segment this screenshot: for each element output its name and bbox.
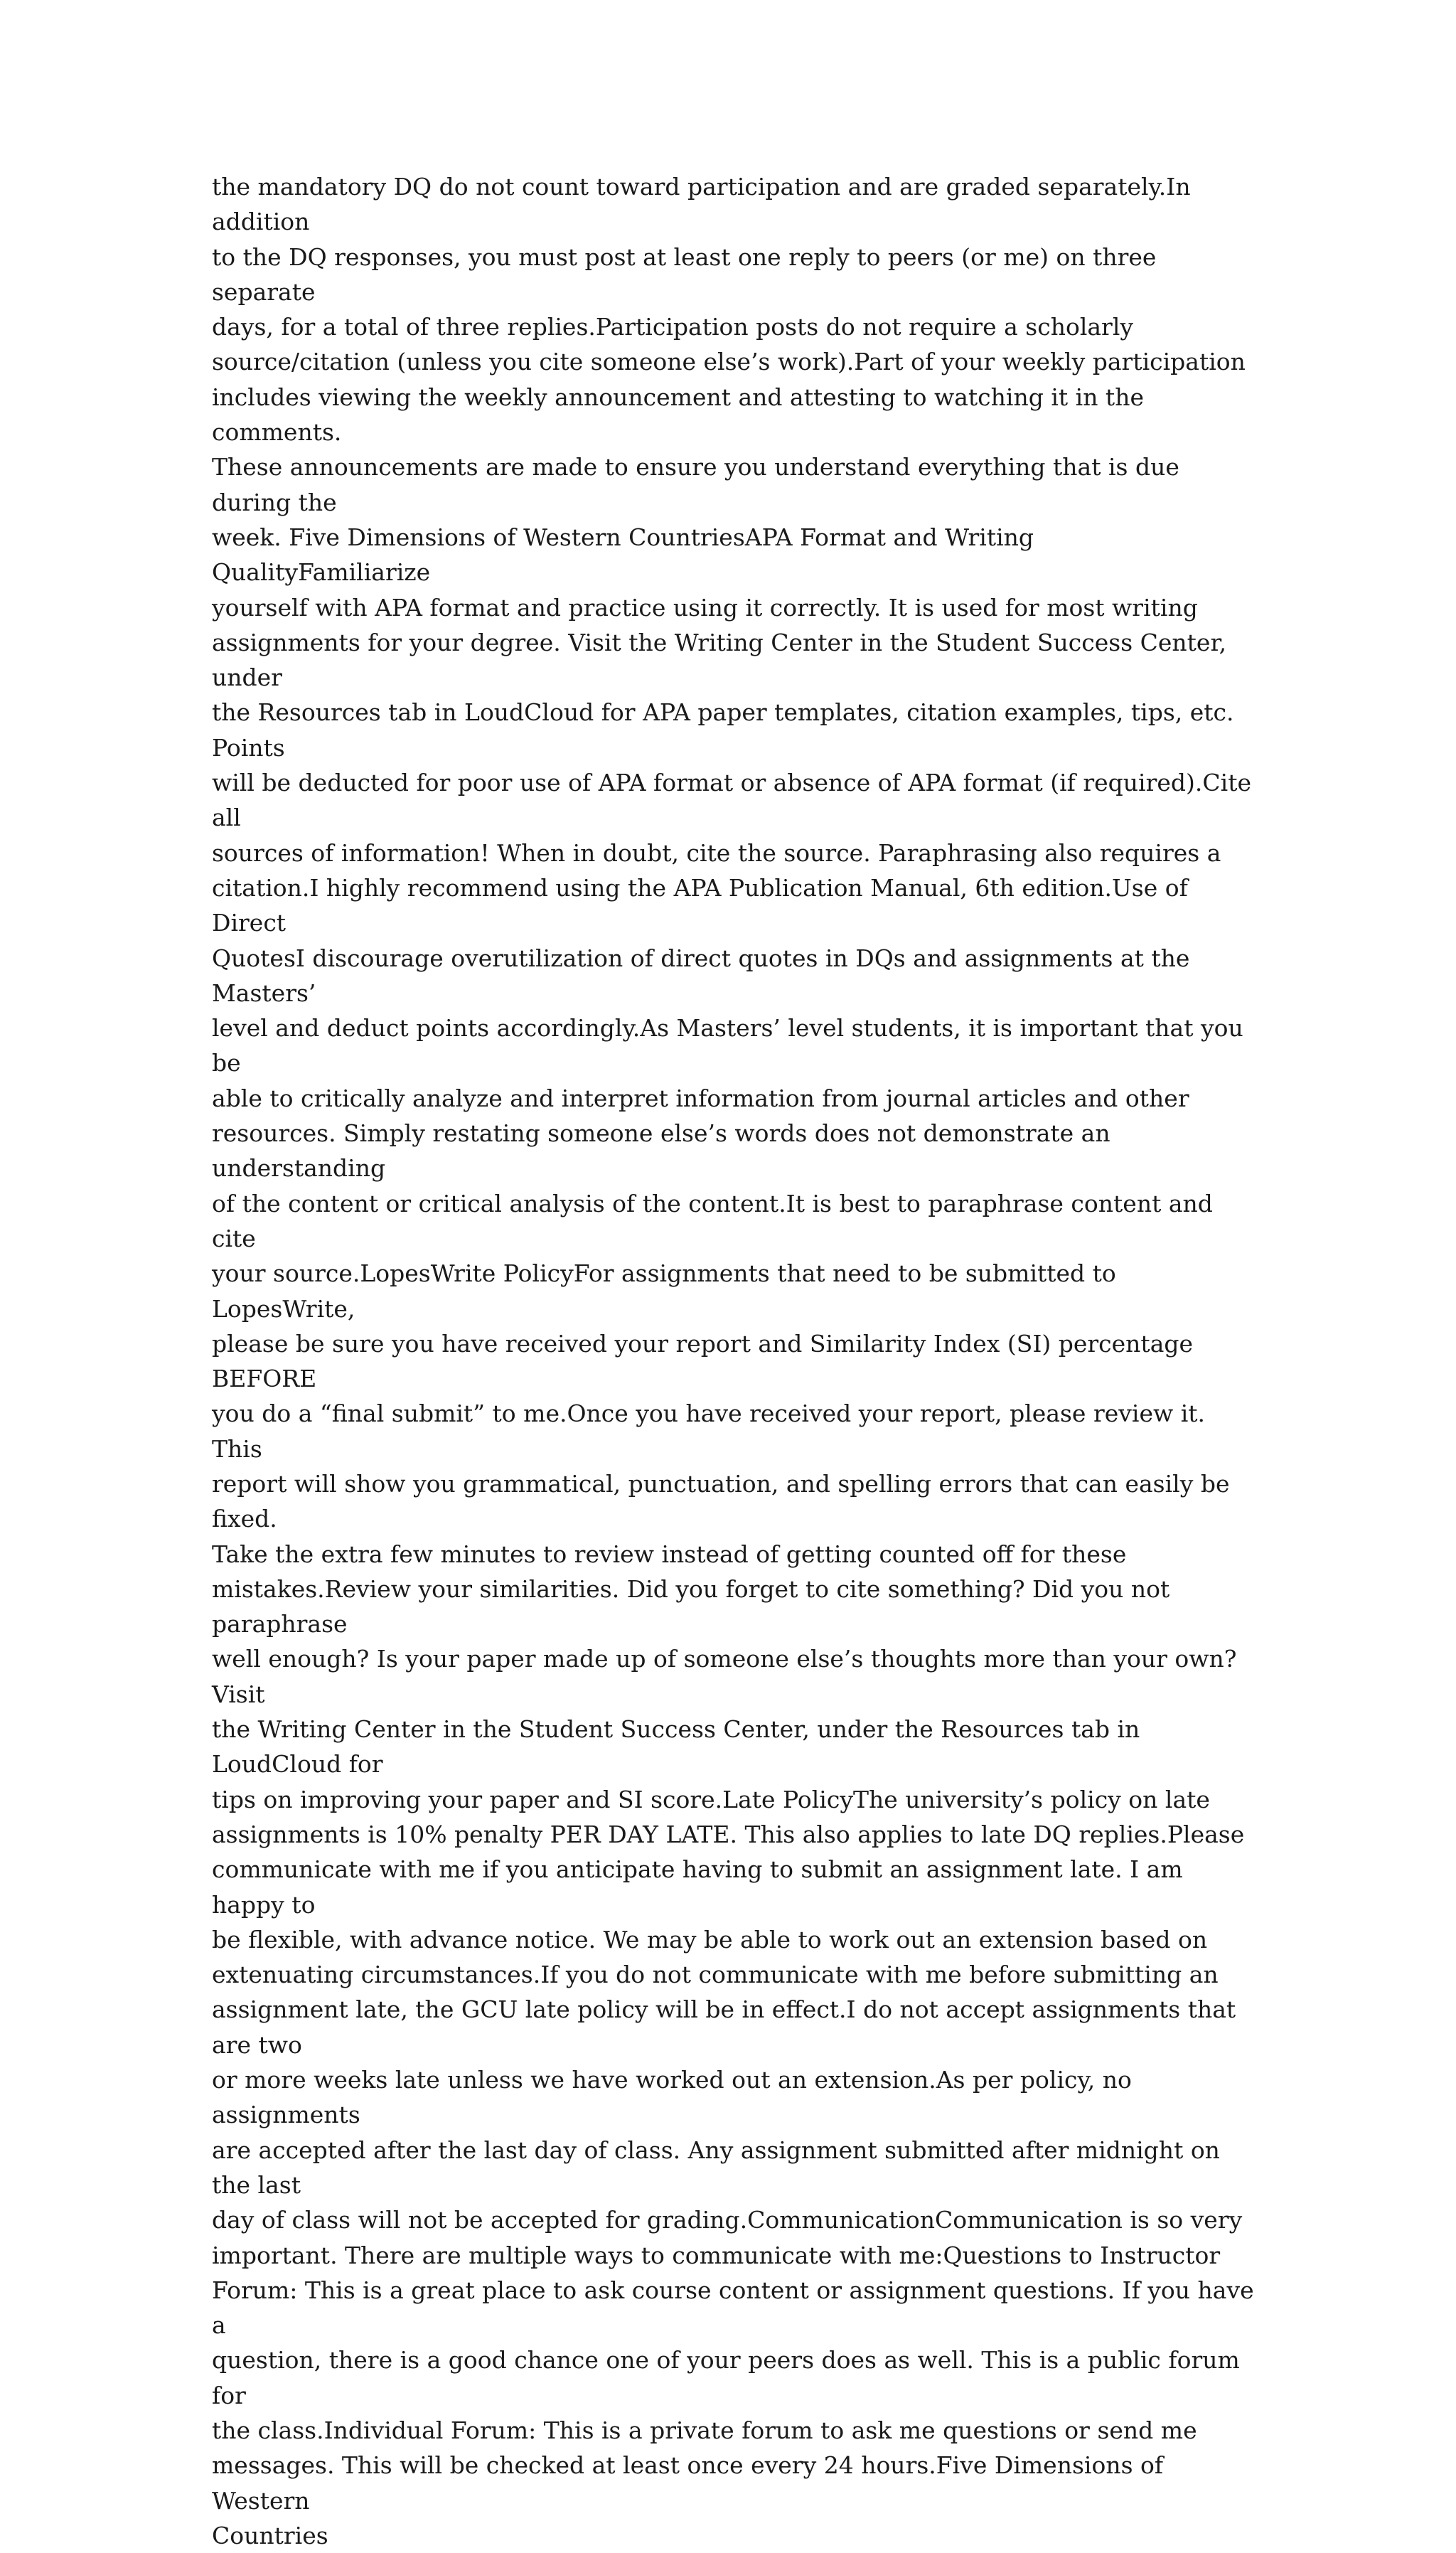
- body-paragraph: the mandatory DQ do not count toward participation and are graded separately.In addition to the DQ responses, you must post at least one reply to peers (or me) on three separate days, for a total of three replies.Participation posts do not require a scholarly source/citation (unless you cite someone else’s work).Part of your weekly participation includes viewing the weekly announcement and attesting to watching it in the comments. These announcements are made to ensure you understand everything that is due during the week. Five Dimensions of Western CountriesAPA Format and Writing QualityFamiliarize yourself with APA format and practice using it correctly. It is used for most writing assignments for your degree. Visit the Writing Center in the Student Success Center, under the Resources tab in LoudCloud for APA paper templates, citation examples, tips, etc. Points will be deducted for poor use of APA format or absence of APA format (if required).Cite all sources of information! When in doubt, cite the source. Paraphrasing also requires a citation.I highly recommend using the APA Publication Manual, 6th edition.Use of Direct QuotesI discourage overutilization of direct quotes in DQs and assignments at the Masters’ level and deduct points accordingly.As Masters’ level students, it is important that you be able to critically analyze and interpret information from journal articles and other resources. Simply restating someone else’s words does not demonstrate an understanding of the content or critical analysis of the content.It is best to paraphrase content and cite your source.LopesWrite PolicyFor assignments that need to be submitted to LopesWrite, please be sure you have received your report and Similarity Index (SI) percentage BEFORE you do a “final submit” to me.Once you have received your report, please review it. This report will show you grammatical, punctuation, and spelling errors that can easily be fixed. Take the extra few minutes to review instead of getting counted off for these mistakes.Review your similarities. Did you forget to cite something? Did you not paraphrase well enough? Is your paper made up of someone else’s thoughts more than your own?Visit the Writing Center in the Student Success Center, under the Resources tab in LoudCloud for tips on improving your paper and SI score.Late PolicyThe university’s policy on late assignments is 10% penalty PER DAY LATE. This also applies to late DQ replies.Please communicate with me if you anticipate having to submit an assignment late. I am happy to be flexible, with advance notice. We may be able to work out an extension based on extenuating circumstances.If you do not communicate with me before submitting an assignment late, the GCU late policy will be in effect.I do not accept assignments that are two or more weeks late unless we have worked out an extension.As per policy, no assignments are accepted after the last day of class. Any assignment submitted after midnight on the last day of class will not be accepted for grading.CommunicationCommunication is so very important. There are multiple ways to communicate with me:Questions to Instructor Forum: This is a great place to ask course content or assignment questions. If you have a question, there is a good chance one of your peers does as well. This is a public forum for the class.Individual Forum: This is a private forum to ask me questions or send me messages. This will be checked at least once every 24 hours.Five Dimensions of Western Countries: [212, 173, 1254, 2549]
